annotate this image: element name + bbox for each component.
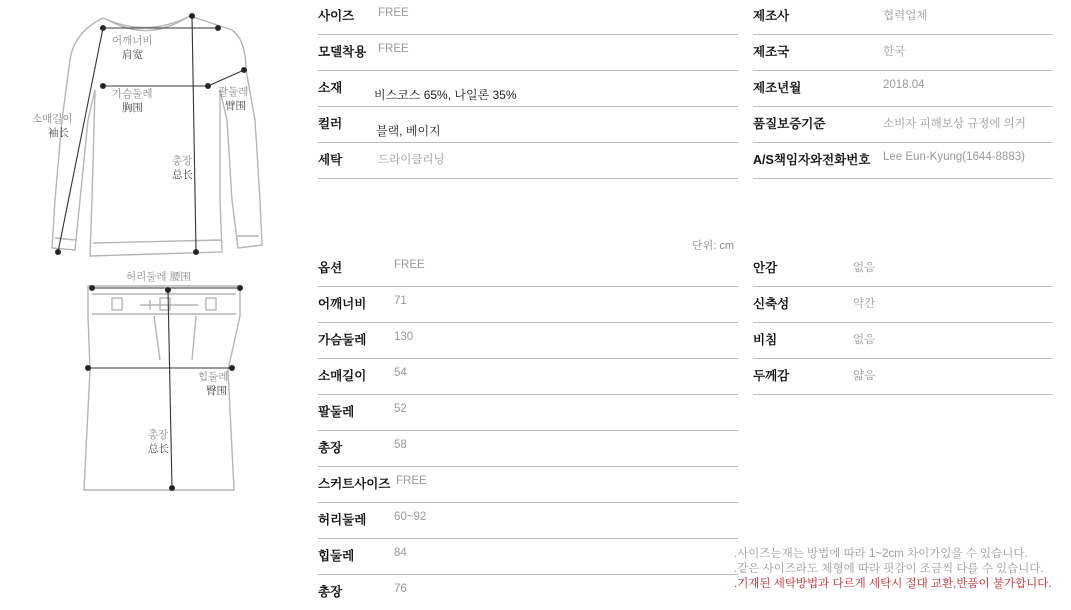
- property-row-sheer: 비침 없음: [753, 322, 1053, 359]
- arm-label-ko: 팔둘레: [218, 86, 249, 98]
- info-row-material: 소재 비스코스 65%, 나일론 35%: [318, 70, 738, 107]
- arm-measure-line: [208, 70, 244, 86]
- info-row-size: 사이즈 FREE: [318, 0, 738, 35]
- sleeve-label-ko: 소매길이: [32, 113, 73, 125]
- arm-label-cn: 臂围: [225, 100, 246, 112]
- chest-label-ko: 가슴둘레: [112, 88, 153, 100]
- note-washing-warning: .기재된 세탁방법과 다르게 세탁시 절대 교환,반품이 불가합니다.: [734, 578, 1052, 590]
- size-row: 가슴둘레 130: [318, 322, 738, 359]
- info-row-wash: 세탁 드라이클리닝: [318, 142, 738, 179]
- product-info-table-right: [753, 0, 1053, 178]
- top-length-label-cn: 总长: [172, 169, 193, 181]
- size-row: 어깨너비 71: [318, 286, 738, 323]
- info-row-warranty: 품질보증기준 소비자 피해보상 규정에 의거: [753, 106, 1053, 143]
- shoulder-label-ko: 어깨너비: [112, 35, 153, 47]
- sleeve-label-cn: 袖长: [48, 127, 69, 139]
- product-info-table-left: [318, 0, 738, 178]
- property-row-thickness: 두께감 얇음: [753, 358, 1053, 395]
- size-row: 힙둘레 84: [318, 538, 738, 575]
- skirt-length-measure-line: [168, 290, 172, 488]
- size-row: 총장 76: [318, 583, 407, 599]
- top-length-measure-line: [192, 16, 196, 252]
- sleeve-measure-line: [58, 28, 103, 252]
- size-row: 총장 58: [318, 430, 738, 467]
- size-guide-illustration: [0, 0, 300, 610]
- size-row: 옵션 FREE: [318, 250, 738, 287]
- property-row-stretch: 신축성 약간: [753, 286, 1053, 323]
- unit-label: 단위: cm: [692, 240, 735, 252]
- size-notes: [734, 547, 1052, 592]
- hip-label-ko: 힙둘레: [198, 371, 229, 383]
- hip-label-cn: 臀围: [206, 385, 227, 397]
- info-row-maker: 제조사 협력업체: [753, 0, 1053, 35]
- chest-label-cn: 胸围: [122, 102, 143, 114]
- info-row-as-contact: A/S책임자와전화번호 Lee Eun-Kyung(1644-8883): [753, 142, 1053, 179]
- info-row-model: 모델착용 FREE: [318, 34, 738, 71]
- waist-label: 허리둘레 腰围: [126, 271, 191, 283]
- skirt-length-label-cn: 总长: [148, 443, 169, 455]
- size-row: 스커트사이즈 FREE: [318, 466, 738, 503]
- property-row-lining: 안감 없음: [753, 250, 1053, 287]
- top-garment-drawing: [52, 16, 262, 256]
- info-row-date: 제조년월 2018.04: [753, 70, 1053, 107]
- skirt-length-label-ko: 총장: [148, 429, 169, 441]
- size-row: 팔둘레 52: [318, 394, 738, 431]
- shoulder-label-cn: 肩宽: [122, 49, 143, 61]
- top-length-label-ko: 총장: [172, 155, 193, 167]
- info-row-color: 컬러 블랙, 베이지: [318, 106, 738, 143]
- size-row: 허리둘레 60~92: [318, 502, 738, 539]
- size-table-right: [753, 250, 1053, 395]
- note-fit: .같은 사이즈라도 체형에 따라 핏감이 조금씩 다를 수 있습니다.: [734, 563, 1044, 575]
- size-row: 소매길이 54: [318, 358, 738, 395]
- size-table-left: [318, 250, 738, 610]
- info-row-country: 제조국 한국: [753, 34, 1053, 71]
- note-measurement: .사이즈는재는 방법에 따라 1~2cm 차이가있을 수 있습니다.: [734, 548, 1028, 560]
